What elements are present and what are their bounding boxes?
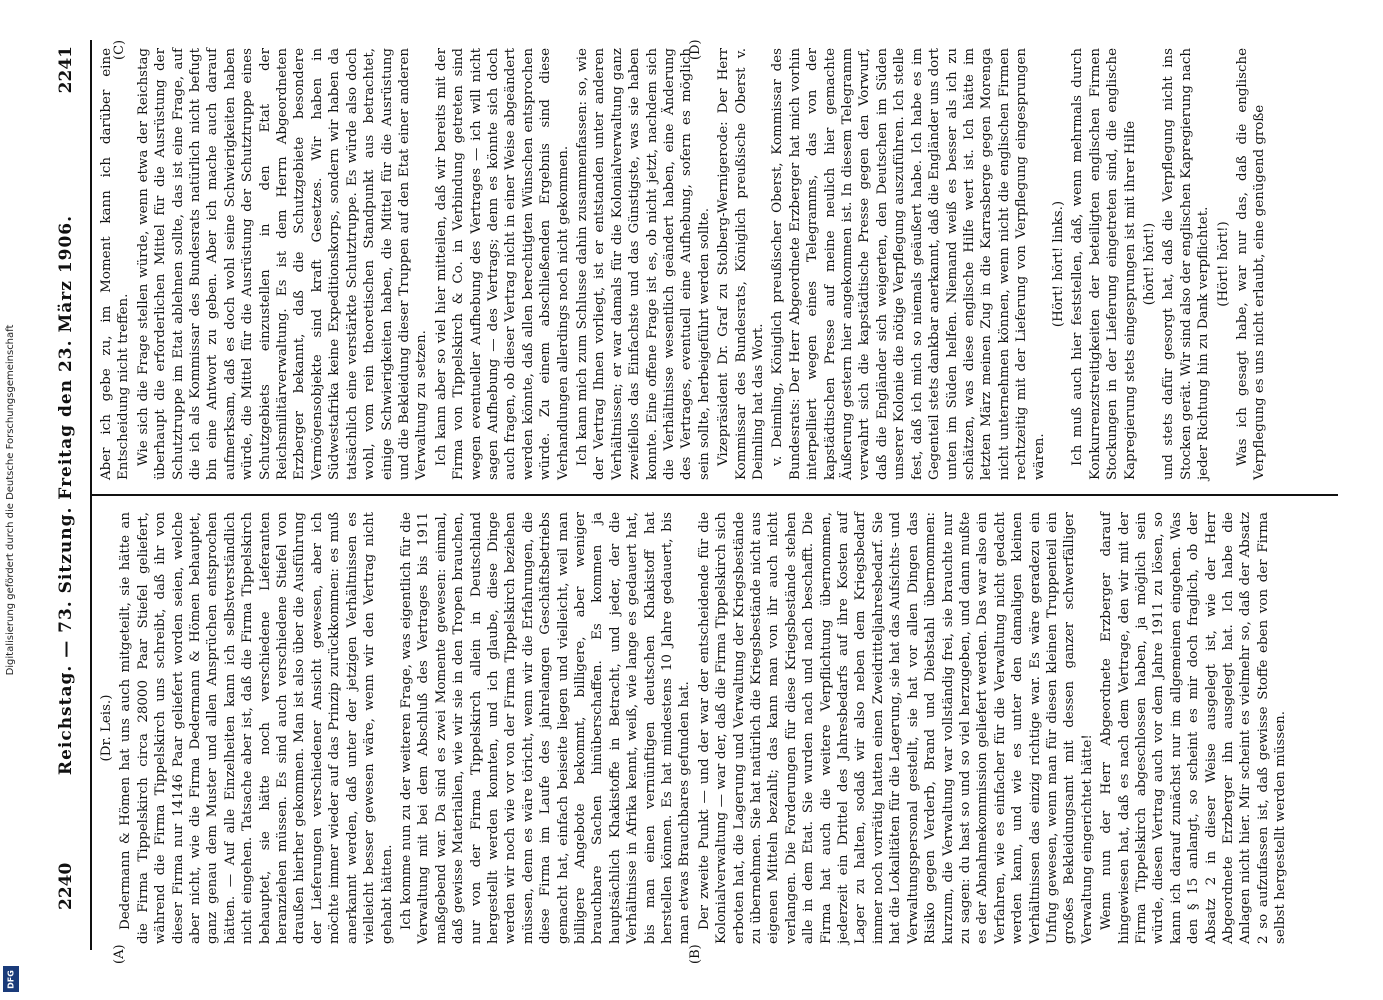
right-paragraph-3: Ich kann aber so viel hier mitteilen, daß wir bereits mit der Firma von Tippelskirch & Co. in Verbindung getreten sind wegen eventueller Aufhebung des Vertrages — ich will nicht sagen Aufhebung — des Vertrags; denn es könnte sich doch auch fragen, ob dieser Vertrag nicht in einer Weise abgeändert werden könnte, daß allen berechtigten Wünschen entsprochen würde. Zu einem abschließenden Ergebnis sind diese Verhandlungen allerdings noch nicht gekommen.: [433, 48, 571, 480]
page-header: [48, 40, 88, 950]
left-paragraph-1: Dedermann & Hömen hat uns auch mitgeteilt, sie hätte an die Firma Tippelskirch circa 28000 Paar Stiefel geliefert, während die Firma Tippelskirch uns schreibt, daß ihr von dieser Firma nur 14146 Paar geliefert worden seien, welche aber nicht, wie die Firma Dedermann & Hömen behauptet, ganz genau dem Muster und allen Ansprüchen entsprochen hätten. — Auf alle Einzelheiten kann ich selbstverständlich nicht eingehen. Tatsache aber ist, daß die Firma Tippelskirch behauptet, sie hätte noch verschiedene Lieferanten heranziehen müssen. Es sind auch verschiedene Stiefel von draußen hierher gekommen. Man ist also über die Ausführung der Lieferungen verschiedener Ansicht gewesen, aber ich möchte immer wieder auf das Prinzip zurückkommen: es muß anerkannt werden, daß unter der jetzigen Verhältnissen es vielleicht besser gewesen wäre, wenn wir den Vertrag nicht gehabt hätten.: [118, 512, 395, 944]
page-number-left: 2240: [56, 862, 76, 910]
right-paragraph-6: und stets dafür gesorgt hat, daß die Verpflegung nicht ins Stocken gerät. Wir sind also der englischen Kapregierung nach jeder Richtung hin zu Dank verpflichtet.: [1161, 48, 1212, 480]
right-paragraph-7: Was ich gesagt habe, war nur das, daß die englische Verpflegung es uns nicht erlaubt, eine genügend große: [1235, 48, 1268, 480]
column-divider: [92, 494, 1338, 496]
left-column: [98, 512, 1292, 944]
right-paragraph-1: Aber ich gebe zu, im Moment kann ich darüber eine Entscheidung nicht treffen.: [99, 48, 132, 480]
left-paragraph-2: Ich komme nun zu der weiteren Frage, was eigentlich für die Verwaltung mit bei dem Abschluß des Vertrages bis 1911 maßgebend war. Da sind es zwei Momente gewesen: einmal, daß gewisse Materialien, wie wir sie in den Tropen brauchen, nur von der Firma Tippelskirch allein in Deutschland hergestellt werden konnten, und ich glaube, diese Dinge werden wir noch wie vor von der Firma Tippelskirch beziehen müssen, denn es wäre töricht, wenn wir die Erfahrungen, die diese Firma im Laufe des jahrelangen Geschäftsbetriebs gemacht hat, einfach beiseite liegen und vielleicht, weil man billigere Angebote bekommt, billigere, aber weniger brauchbare Sachen hinüberschaffen. Es kommen ja hauptsächlich Khakistoffe in Betracht, und jeder, der die Verhältnisse in Afrika kennt, weiß, wie lange es gedauert hat, bis man einen vernünftigen deutschen Khakistoff hat herstellen können. Es hat mindestens 10 Jahre gedauert, bis man etwas Brauchbares gefunden hat.: [398, 512, 693, 944]
margin-mark-b: (B): [688, 944, 703, 964]
interjection-1: (Hört! hört! links.): [1050, 200, 1066, 328]
interjection-2: (hört! hört!): [1141, 222, 1157, 306]
left-paragraph-4: Wenn nun der Herr Abgeordnete Erzberger darauf hingewiesen hat, daß es nach dem Vertrage, den wir mit der Firma Tippelskirch abgeschlossen haben, ja möglich sein würde, diesen Vertrag auch vor dem Jahre 1911 zu lösen, so kann ich darauf zunächst nur im allgemeinen eingehen. Was den § 15 anlangt, so scheint es mir doch fraglich, ob der Absatz 2 in dieser Weise ausgelegt ist, wie der Herr Abgeordnete Erzberger ihn ausgelegt hat. Ich habe die Anlagen nicht hier. Mir scheint es vielmehr so, daß der Absatz 2 so aufzufassen ist, daß gewisse Stoffe eben von der Firma selbst hergestellt werden müssen.: [1099, 512, 1289, 944]
rotated-page-content: [48, 39, 1338, 964]
right-paragraph-4: Ich kann mich zum Schlusse dahin zusammenfassen: so, wie der Vertrag Ihnen vorliegt, ist er entstanden unter anderen Verhältnissen; er war damals für die Kolonialverwaltung ganz zweifellos das Einfachste und das Günstigste, was sie haben konnte. Eine offene Frage ist es, ob nicht jetzt, nachdem sich die Verhältnisse wesentlich geändert haben, eine Änderung des Vertrages, eventuell eine Aufhebung, sofern es möglich sein sollte, herbeigeführt werden sollte.: [574, 48, 712, 480]
sidebar: [0, 0, 22, 1000]
interjection-3: (Hört! hört!): [1215, 221, 1231, 307]
page-number-right: 2241: [56, 46, 76, 94]
right-paragraph-2: Wie sich die Frage stellen würde, wenn etwa der Reichstag überhaupt die erforderlichen Mittel für die Ausrüstung der Schutztruppe im Etat ablehnen sollte, das ist eine Frage, auf die ich als Kommissar des Bundesrats natürlich nicht befugt bin eine Antwort zu geben. Aber ich mache auch darauf aufmerksam, daß es doch wohl seine Schwierigkeiten haben würde, die Mittel für die Ausrüstung der Schutztruppe eines Schutzgebiets einzustellen in den Etat der Reichsmilitärverwaltung. Es ist dem Herrn Abgeordneten Erzberger bekannt, daß die Schutzgebiete besondere Vermögensobjekte sind kraft Gesetzes. Wir haben in Südwestafrika keine Expeditionskorps, sondern wir haben da tatsächlich eine verstärkte Schutztruppe. Es würde also doch wohl, vom rein theoretischen Standpunkt aus betrachtet, einige Schwierigkeiten haben, die Mittel für die Ausrüstung und die Bekleidung dieser Truppen auf den Etat einer anderen Verwaltung zu setzen.: [135, 48, 430, 480]
funding-credit: Digitalisierung gefördert durch die Deutsche Forschungsgemeinschaft: [5, 324, 16, 676]
president-intro: Vizepräsident Dr. Graf zu Stolberg-Wernigerode: Der Herr Kommissar des Bundesrats, Königlich preußische Oberst v. Deimling hat das Wort.: [716, 48, 767, 480]
dfg-logo-text: DFG: [6, 970, 16, 989]
speaker-tag: (Dr. Leis.): [99, 694, 114, 762]
document-page: [48, 39, 1338, 964]
page-header-title: Reichstag. — 73. Sitzung. Freitag den 23. März 1906.: [56, 214, 76, 776]
right-column: [98, 48, 1271, 480]
margin-mark-c: (C): [112, 39, 127, 60]
speaker-paragraph: v. Deimling, Königlich preußischer Oberst, Kommissar des Bundesrats: Der Herr Abgeordnete Erzberger hat mich vorhin interpelliert wegen eines Telegramms, das von der kapstädtischen Presse auf meine neulich hier gemachte Äußerung gestern hier angekommen ist. In diesem Telegramm verwahrt sich die kapstädtische Presse gegen den Vorwurf, daß die Engländer sich weigerten, den Deutschen im Süden unserer Kolonie die nötige Verpflegung auszuführen. Ich stelle fest, daß ich mich so niemals geäußert habe. Ich habe es im Gegenteil stets dankbar anerkannt, daß die Engländer uns dort unten im Süden helfen. Niemand weiß es besser als ich zu schätzen, was diese englische Hilfe wert ist. Ich hätte im letzten März meinen Zug in die Karrasberge gegen Morenga nicht unternehmen können, wenn nicht die englischen Firmen rechtzeitig mit der Lieferung von Verpflegung eingesprungen wären.: [770, 48, 1047, 480]
left-paragraph-3: Der zweite Punkt — und der war der entscheidende für die Kolonialverwaltung — war der, daß die Firma Tippelskirch sich erboten hat, die Lagerung und Verwaltung der Kriegsbestände zu übernehmen. Sie hat natürlich die Kriegsbestände nicht aus eigenen Mitteln bezahlt; das kann man von ihr auch nicht verlangen. Die Forderungen für diese Kriegsbestände stehen alle in dem Etat. Sie wurden nach und nach beschafft. Die Firma hat auch die weitere Verpflichtung übernommen, jederzeit ein Drittel des Jahresbedarfs auf ihre Kosten auf Lager zu halten, sodaß wir also neben dem Kriegsbedarf immer noch vorrätig hatten einen Zweidritteljahresbedarf. Sie hat die Lokalitäten für die Lagerung, sie hat das Aufsichts- und Verwaltungspersonal gestellt, sie hat vor allen Dingen das Risiko gegen Verderb, Brand und Diebstahl übernommen: kurzum, die Verwaltung war vollständig frei, sie brauchte nur zu sagen: du hast so und so viel herzugeben, und dann mußte es der Abnahmekommission geliefert werden. Das war also ein Verfahren, wie es einfacher für die Verwaltung nicht gedacht werden kann, und wie es unter den damaligen kleinen Verhältnissen das einzig richtige war. Es wäre geradezu ein Unfug gewesen, wenn man für diesen kleinen Truppenteil ein großes Bekleidungsamt mit dessen ganzer schwerfälliger Verwaltung eingerichtet hätte!: [696, 512, 1095, 944]
right-paragraph-5: Ich muß auch hier feststellen, daß, wenn mehrmals durch Konkurrenzstreitigkeiten der beteiligten englischen Firmen Stockungen in der Lieferung eingetreten sind, die englische Kapregierung stets eingesprungen ist mit ihrer Hilfe: [1070, 48, 1138, 480]
dfg-logo: [3, 966, 19, 992]
margin-mark-a: (A): [112, 944, 127, 964]
margin-mark-d: (D): [688, 39, 703, 60]
